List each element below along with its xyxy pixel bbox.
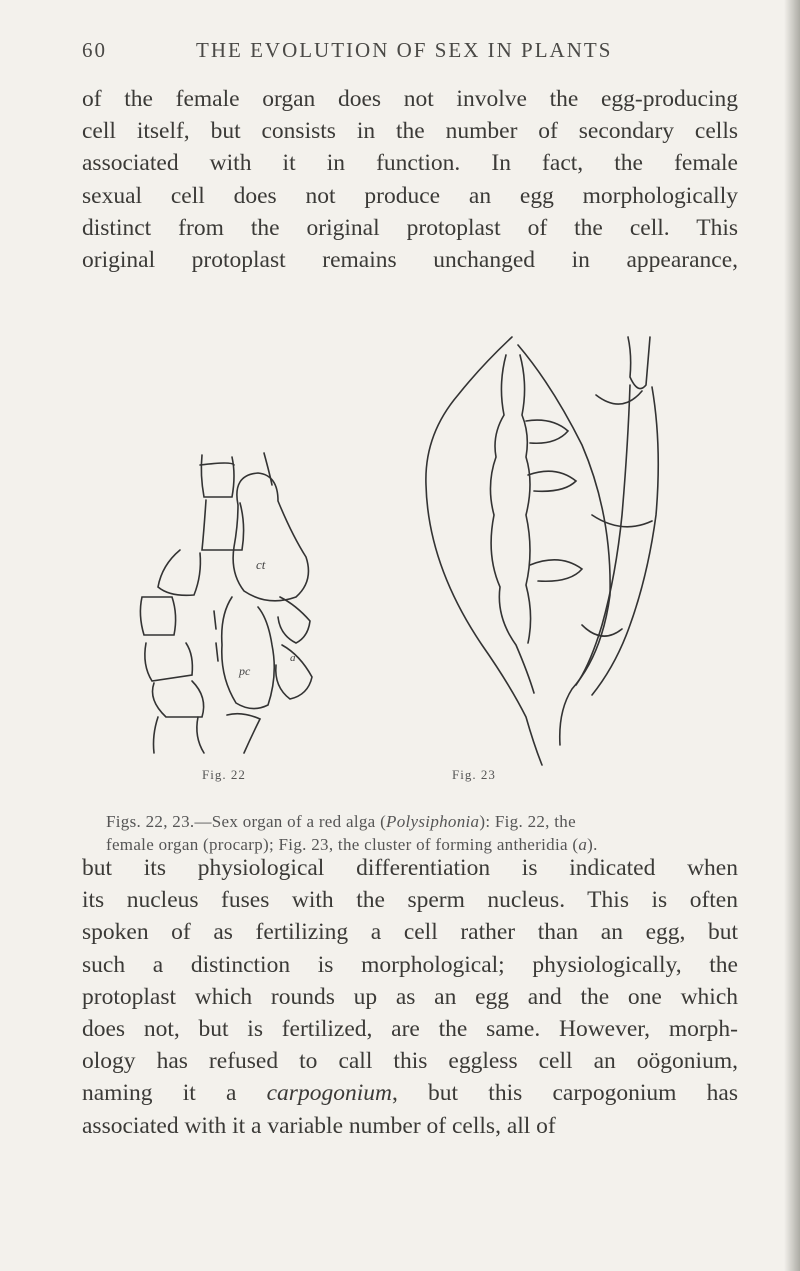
fig22-drawing	[140, 453, 312, 753]
text-line: sexual cell does not produce an egg morphologically	[82, 182, 738, 209]
botanical-drawing	[82, 325, 722, 795]
fig-23-label: Fig. 23	[452, 767, 496, 782]
page-edge-shadow	[784, 0, 800, 1271]
text-line: spoken of as fertilizing a cell rather than an egg, but	[82, 919, 738, 946]
page-number: 60	[82, 38, 107, 62]
text-line: associated with it a variable number of cells, all of	[82, 1112, 556, 1139]
fig23-drawing	[426, 337, 658, 765]
paragraph-top	[82, 83, 738, 276]
page-header	[72, 38, 732, 68]
label-ct: ct	[256, 557, 266, 572]
caption-line: Figs. 22, 23.—Sex organ of a red alga (Polysiphonia): Fig. 22, the	[106, 812, 576, 831]
text-line: of the female organ does not involve the egg-producing	[82, 86, 738, 112]
text-line: such a distinction is morphological; physiologically, the	[82, 951, 738, 978]
label-pc: pc	[239, 664, 251, 678]
caption-line: female organ (procarp); Fig. 23, the cluster of forming antheridia (a).	[106, 835, 598, 854]
term-carpogonium: carpogonium	[266, 1080, 392, 1107]
figure-illustration	[82, 325, 722, 795]
text-line: but its physiological differentiation is indicated when	[82, 855, 738, 881]
text-line: ology has refused to call this eggless cell an oögonium,	[82, 1048, 738, 1075]
text-line: original protoplast remains unchanged in appearance,	[82, 247, 738, 274]
label-a: a	[290, 652, 296, 664]
text-line: associated with it in function. In fact, the female	[82, 150, 738, 177]
caption-genus: Polysiphonia	[386, 812, 480, 831]
text-line: does not, but is fertilized, are the same. However, morph-	[82, 1016, 738, 1043]
text-line: distinct from the original protoplast of the cell. This	[82, 214, 738, 241]
text-line: naming it a carpogonium, but this carpogonium has	[82, 1080, 738, 1107]
running-head: THE EVOLUTION OF SEX IN PLANTS	[196, 38, 613, 62]
text-line: cell itself, but consists in the number of secondary cells	[82, 118, 738, 145]
fig-22-label: Fig. 22	[202, 767, 246, 782]
paragraph-bottom	[82, 852, 738, 1142]
text-line: protoplast which rounds up as an egg and the one which	[82, 983, 738, 1010]
text-line: its nucleus fuses with the sperm nucleus. This is often	[82, 887, 738, 914]
figure-caption	[106, 810, 736, 856]
